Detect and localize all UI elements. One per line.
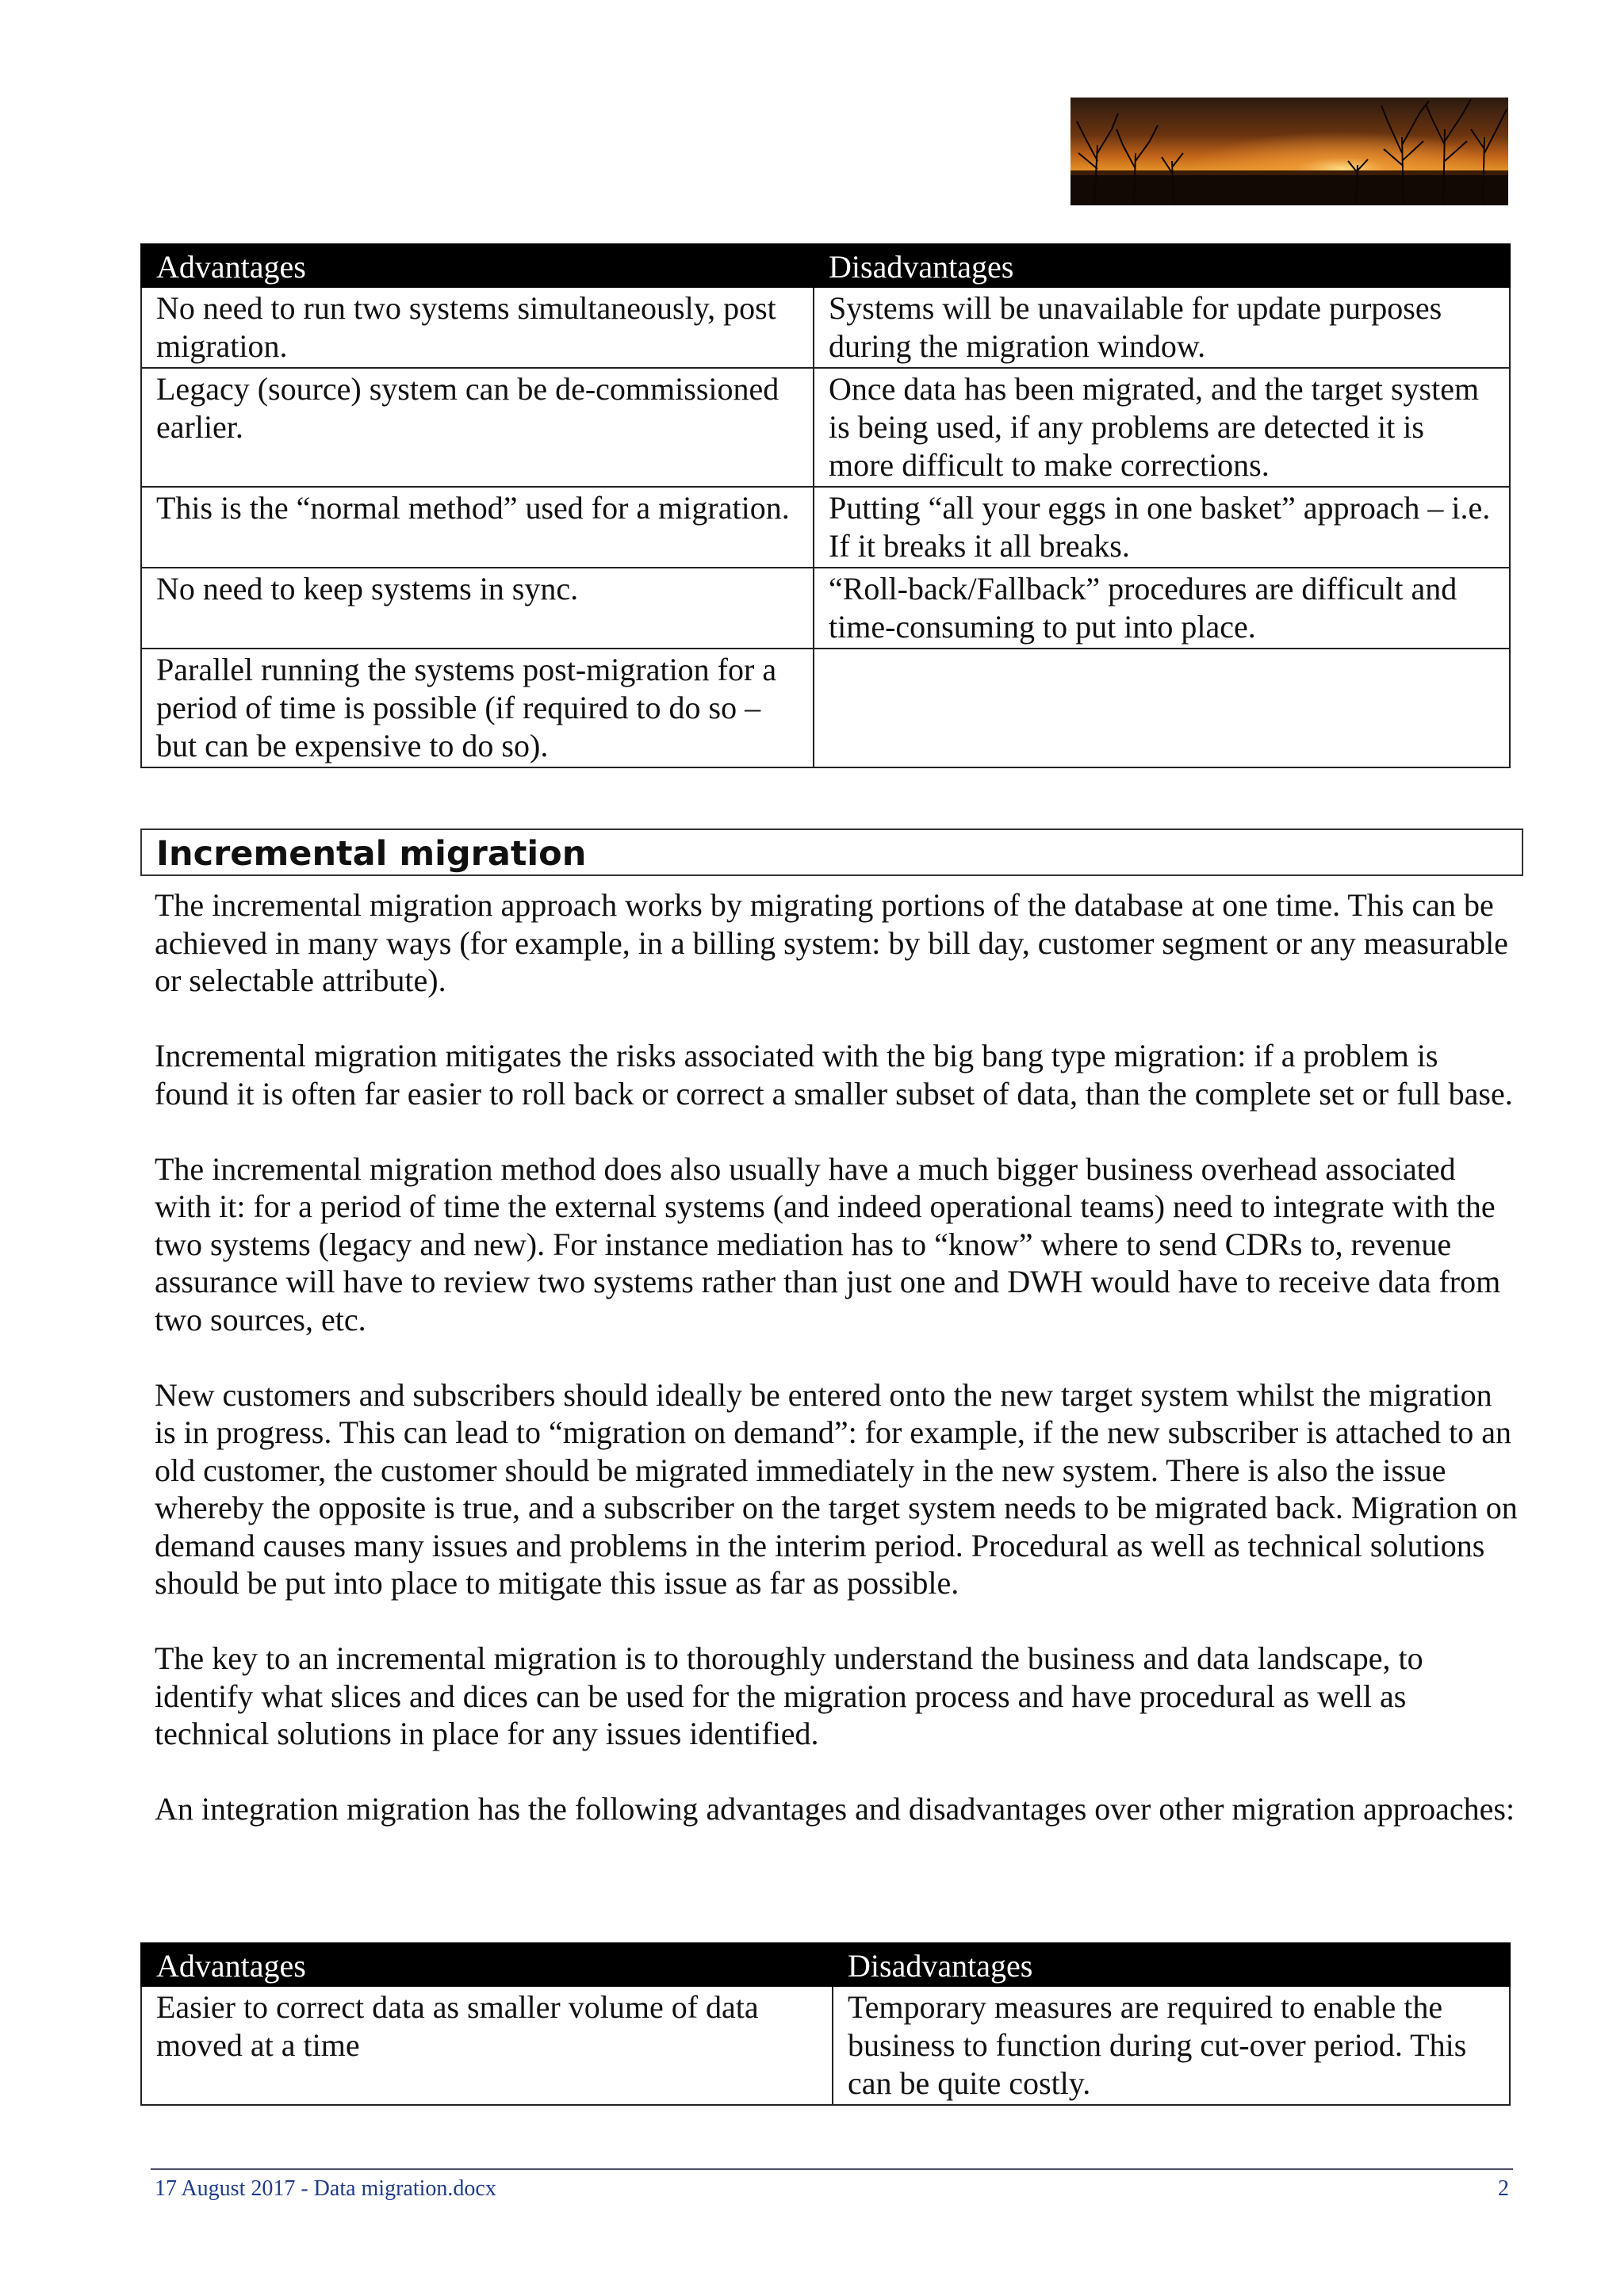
disadvantage-cell: Systems will be unavailable for update purposes during the migration window. <box>814 287 1510 368</box>
advantages-header: Advantages <box>141 1943 833 1986</box>
advantage-cell: No need to run two systems simultaneously, post migration. <box>141 287 814 368</box>
footer-divider <box>151 2168 1513 2170</box>
table-row <box>141 287 1510 368</box>
advantage-cell: This is the “normal method” used for a migration. <box>141 487 814 568</box>
paragraph: The incremental migration method does also usually have a much bigger business overhead associated with it: for a period of time the external systems (and indeed operational teams) need to integrate with the two systems (legacy and new). For instance mediation has to “know” where to send CDRs to, revenue assurance will have to review two systems rather than just one and DWH would have to receive data from two sources, etc. <box>155 1150 1501 1337</box>
advantage-cell: Legacy (source) system can be de-commissioned earlier. <box>141 368 814 487</box>
header-sunset-image <box>1071 98 1508 205</box>
footer-document-info: 17 August 2017 - Data migration.docx <box>155 2176 496 2201</box>
disadvantages-header: Disadvantages <box>833 1943 1510 1986</box>
paragraph: Incremental migration mitigates the risks associated with the big bang type migration: if a problem is found it is often far easier to roll back or correct a smaller subset of data, than the complete set or full base. <box>155 1038 1513 1112</box>
advantages-header: Advantages <box>141 244 814 287</box>
section-heading: Incremental migration <box>140 828 1523 876</box>
table-row <box>141 368 1510 487</box>
advantage-cell: Easier to correct data as smaller volume of data moved at a time <box>141 1986 833 2105</box>
table-header-row <box>141 244 1510 287</box>
paragraph: The incremental migration approach works by migrating portions of the database at one time. This can be achieved in many ways (for example, in a billing system: by bill day, customer segment or any measurable or selectable attribute). <box>155 887 1508 998</box>
sunset-photo-icon <box>1071 98 1508 205</box>
table-row <box>141 487 1510 568</box>
disadvantage-cell: Putting “all your eggs in one basket” approach – i.e. If it breaks it all breaks. <box>814 487 1510 568</box>
disadvantage-cell <box>814 649 1510 767</box>
paragraph: An integration migration has the following advantages and disadvantages over other migration approaches: <box>155 1791 1515 1827</box>
paragraph: New customers and subscribers should ideally be entered onto the new target system whilst the migration is in progress. This can lead to “migration on demand”: for example, if the new subscriber is attached to an old customer, the customer should be migrated immediately in the new system. There is also the issue whereby the opposite is true, and a subscriber on the target system needs to be migrated back. Migration on demand causes many issues and problems in the interim period. Procedural as well as technical solutions should be put into place to mitigate this issue as far as possible. <box>155 1376 1518 1601</box>
table-row <box>141 1986 1510 2105</box>
disadvantage-cell: “Roll-back/Fallback” procedures are difficult and time-consuming to put into place. <box>814 568 1510 649</box>
paragraph: The key to an incremental migration is to thoroughly understand the business and data landscape, to identify what slices and dices can be used for the migration process and have procedural as well as technical solutions in place for any issues identified. <box>155 1640 1423 1751</box>
section-body <box>155 886 1519 1866</box>
incremental-advantages-table <box>140 1942 1511 2106</box>
footer-page-number: 2 <box>1498 2176 1509 2201</box>
disadvantage-cell: Temporary measures are required to enable the business to function during cut-over period. This can be quite costly. <box>833 1986 1510 2105</box>
table-row <box>141 568 1510 649</box>
table-row <box>141 649 1510 767</box>
advantage-cell: No need to keep systems in sync. <box>141 568 814 649</box>
big-bang-advantages-table <box>140 243 1511 768</box>
disadvantage-cell: Once data has been migrated, and the target system is being used, if any problems are detected it is more difficult to make corrections. <box>814 368 1510 487</box>
table-header-row <box>141 1943 1510 1986</box>
advantage-cell: Parallel running the systems post-migration for a period of time is possible (if required to do so – but can be expensive to do so). <box>141 649 814 767</box>
disadvantages-header: Disadvantages <box>814 244 1510 287</box>
